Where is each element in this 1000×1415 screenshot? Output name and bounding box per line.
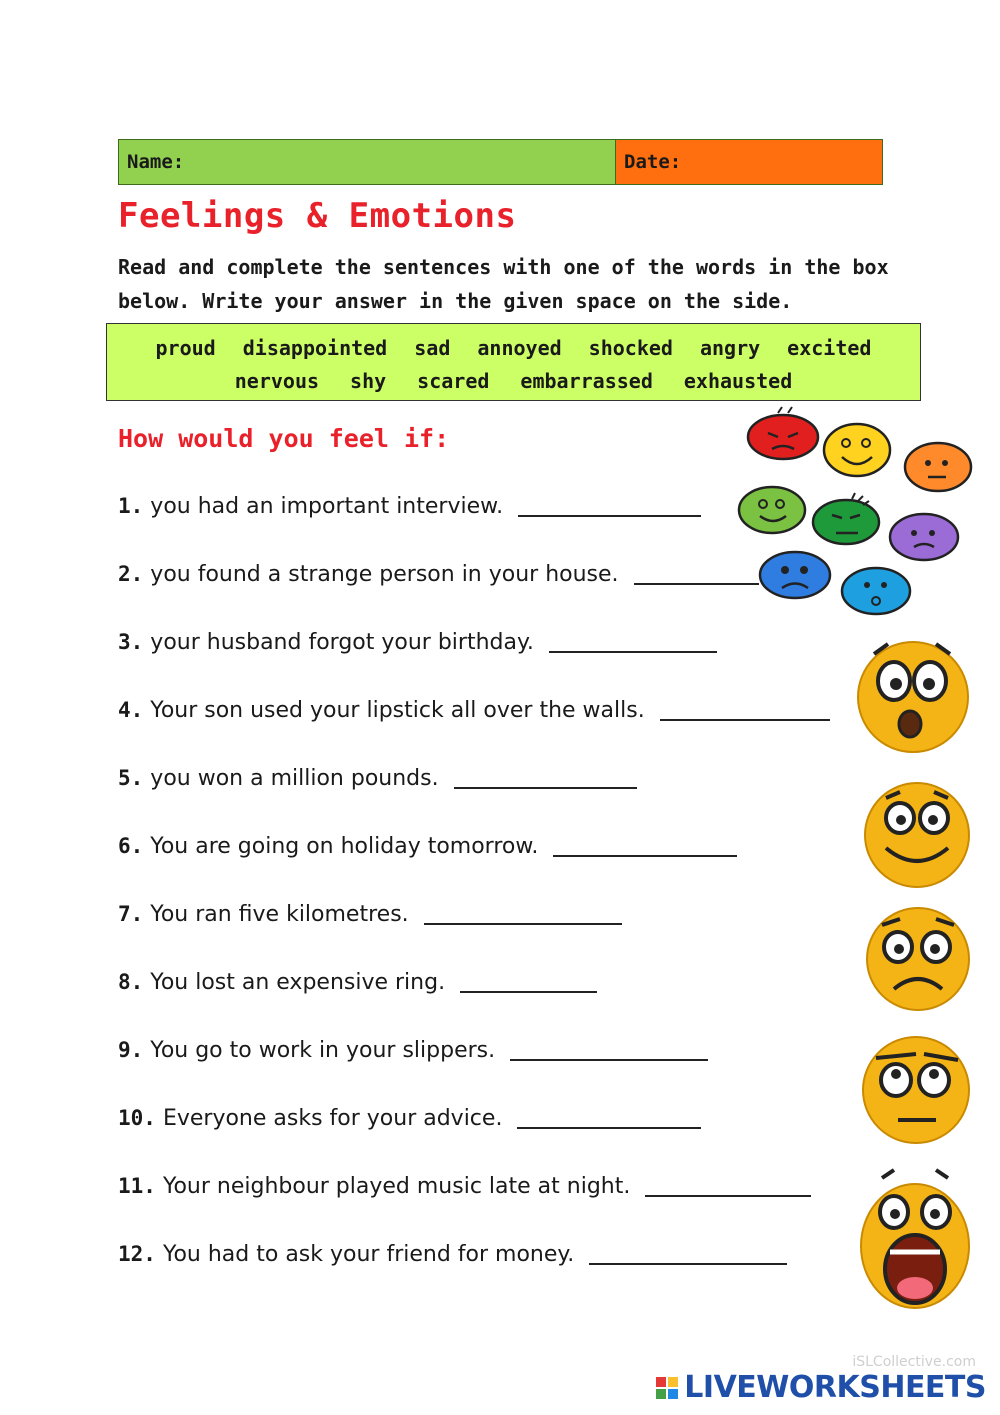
word-option: proud [155, 336, 216, 360]
header-bar [118, 139, 883, 185]
answer-blank[interactable] [549, 625, 717, 653]
sad-emoji-icon [862, 903, 974, 1015]
answer-blank[interactable] [460, 965, 597, 993]
question-item [118, 1096, 701, 1141]
question-text: you won a million pounds. [150, 766, 439, 791]
question-text: your husband forgot your birthday. [150, 630, 534, 655]
answer-blank[interactable] [645, 1169, 811, 1197]
islcollective-watermark: iSLCollective.com [852, 1354, 976, 1370]
upset-darkgreen-face-icon [813, 493, 879, 544]
question-number: 5. [118, 766, 144, 790]
question-number: 10. [118, 1106, 156, 1130]
question-number: 6. [118, 834, 144, 858]
question-text: You had to ask your friend for money. [162, 1242, 575, 1267]
annoyed-orange-face-icon [905, 443, 971, 491]
brand-name: LIVEWORKSHEETS [684, 1370, 986, 1405]
liveworksheets-watermark [656, 1354, 986, 1405]
word-box-line-1 [107, 332, 920, 365]
emotion-faces-cluster [740, 405, 980, 620]
question-item [118, 688, 830, 733]
question-number: 2. [118, 562, 144, 586]
word-option: sad [414, 336, 451, 360]
word-option: disappointed [242, 336, 388, 360]
question-text: You go to work in your slippers. [150, 1038, 496, 1063]
question-text: You lost an expensive ring. [150, 970, 446, 995]
happy-yellow-face-icon [824, 424, 890, 476]
word-box-line-2 [107, 365, 920, 398]
question-item [118, 1164, 811, 1209]
question-number: 1. [118, 494, 144, 518]
question-text: you had an important interview. [150, 494, 504, 519]
word-option: scared [417, 369, 490, 393]
question-number: 8. [118, 970, 144, 994]
question-text: Your neighbour played music late at night. [162, 1174, 631, 1199]
answer-blank[interactable] [517, 1101, 701, 1129]
answer-blank[interactable] [454, 761, 637, 789]
section-subtitle: How would you feel if: [118, 424, 450, 453]
question-text: you found a strange person in your house. [150, 562, 619, 587]
sad-blue-face-icon [760, 552, 830, 598]
page-title: Feelings & Emotions [118, 196, 517, 236]
question-text: Your son used your lipstick all over the walls. [150, 698, 645, 723]
word-option: shocked [588, 336, 673, 360]
answer-blank[interactable] [424, 897, 622, 925]
date-field[interactable] [616, 140, 882, 184]
angry-red-face-icon [748, 407, 818, 459]
question-item [118, 552, 759, 597]
question-number: 4. [118, 698, 144, 722]
answer-blank[interactable] [660, 693, 830, 721]
answer-blank[interactable] [553, 829, 737, 857]
scared-screaming-emoji-icon [856, 1164, 974, 1314]
name-field[interactable] [119, 140, 616, 184]
word-option: angry [699, 336, 761, 360]
nervous-smile-emoji-icon [860, 778, 974, 892]
question-item [118, 1232, 787, 1277]
instructions: Read and complete the sentences with one of the words in the box below. Write your answer in the given space on the side. [118, 255, 889, 313]
question-number: 11. [118, 1174, 156, 1198]
date-label: Date: [624, 151, 682, 173]
question-number: 9. [118, 1038, 144, 1062]
liveworksheets-logo-icon [656, 1377, 678, 1399]
question-item [118, 892, 622, 937]
question-item [118, 620, 717, 665]
word-option: exhausted [683, 369, 793, 393]
word-option: nervous [234, 369, 320, 393]
question-number: 12. [118, 1242, 156, 1266]
word-option: excited [787, 336, 872, 360]
question-text: Everyone asks for your advice. [162, 1106, 503, 1131]
annoyed-emoji-icon [858, 1032, 974, 1148]
word-option: shy [350, 369, 387, 393]
word-option: annoyed [477, 336, 562, 360]
answer-blank[interactable] [510, 1033, 708, 1061]
question-item [118, 1028, 708, 1073]
question-item [118, 484, 701, 529]
word-option: embarrassed [520, 369, 653, 393]
smiling-green-face-icon [739, 487, 805, 533]
shocked-lightblue-face-icon [842, 568, 910, 614]
question-text: You ran five kilometres. [150, 902, 409, 927]
name-label: Name: [127, 151, 185, 173]
question-item [118, 824, 737, 869]
question-item [118, 756, 637, 801]
shocked-emoji-icon [852, 636, 974, 758]
word-box [106, 323, 921, 401]
question-text: You are going on holiday tomorrow. [150, 834, 539, 859]
answer-blank[interactable] [518, 489, 701, 517]
answer-blank[interactable] [589, 1237, 787, 1265]
worried-purple-face-icon [890, 514, 958, 560]
question-item [118, 960, 597, 1005]
question-number: 7. [118, 902, 144, 926]
question-number: 3. [118, 630, 144, 654]
